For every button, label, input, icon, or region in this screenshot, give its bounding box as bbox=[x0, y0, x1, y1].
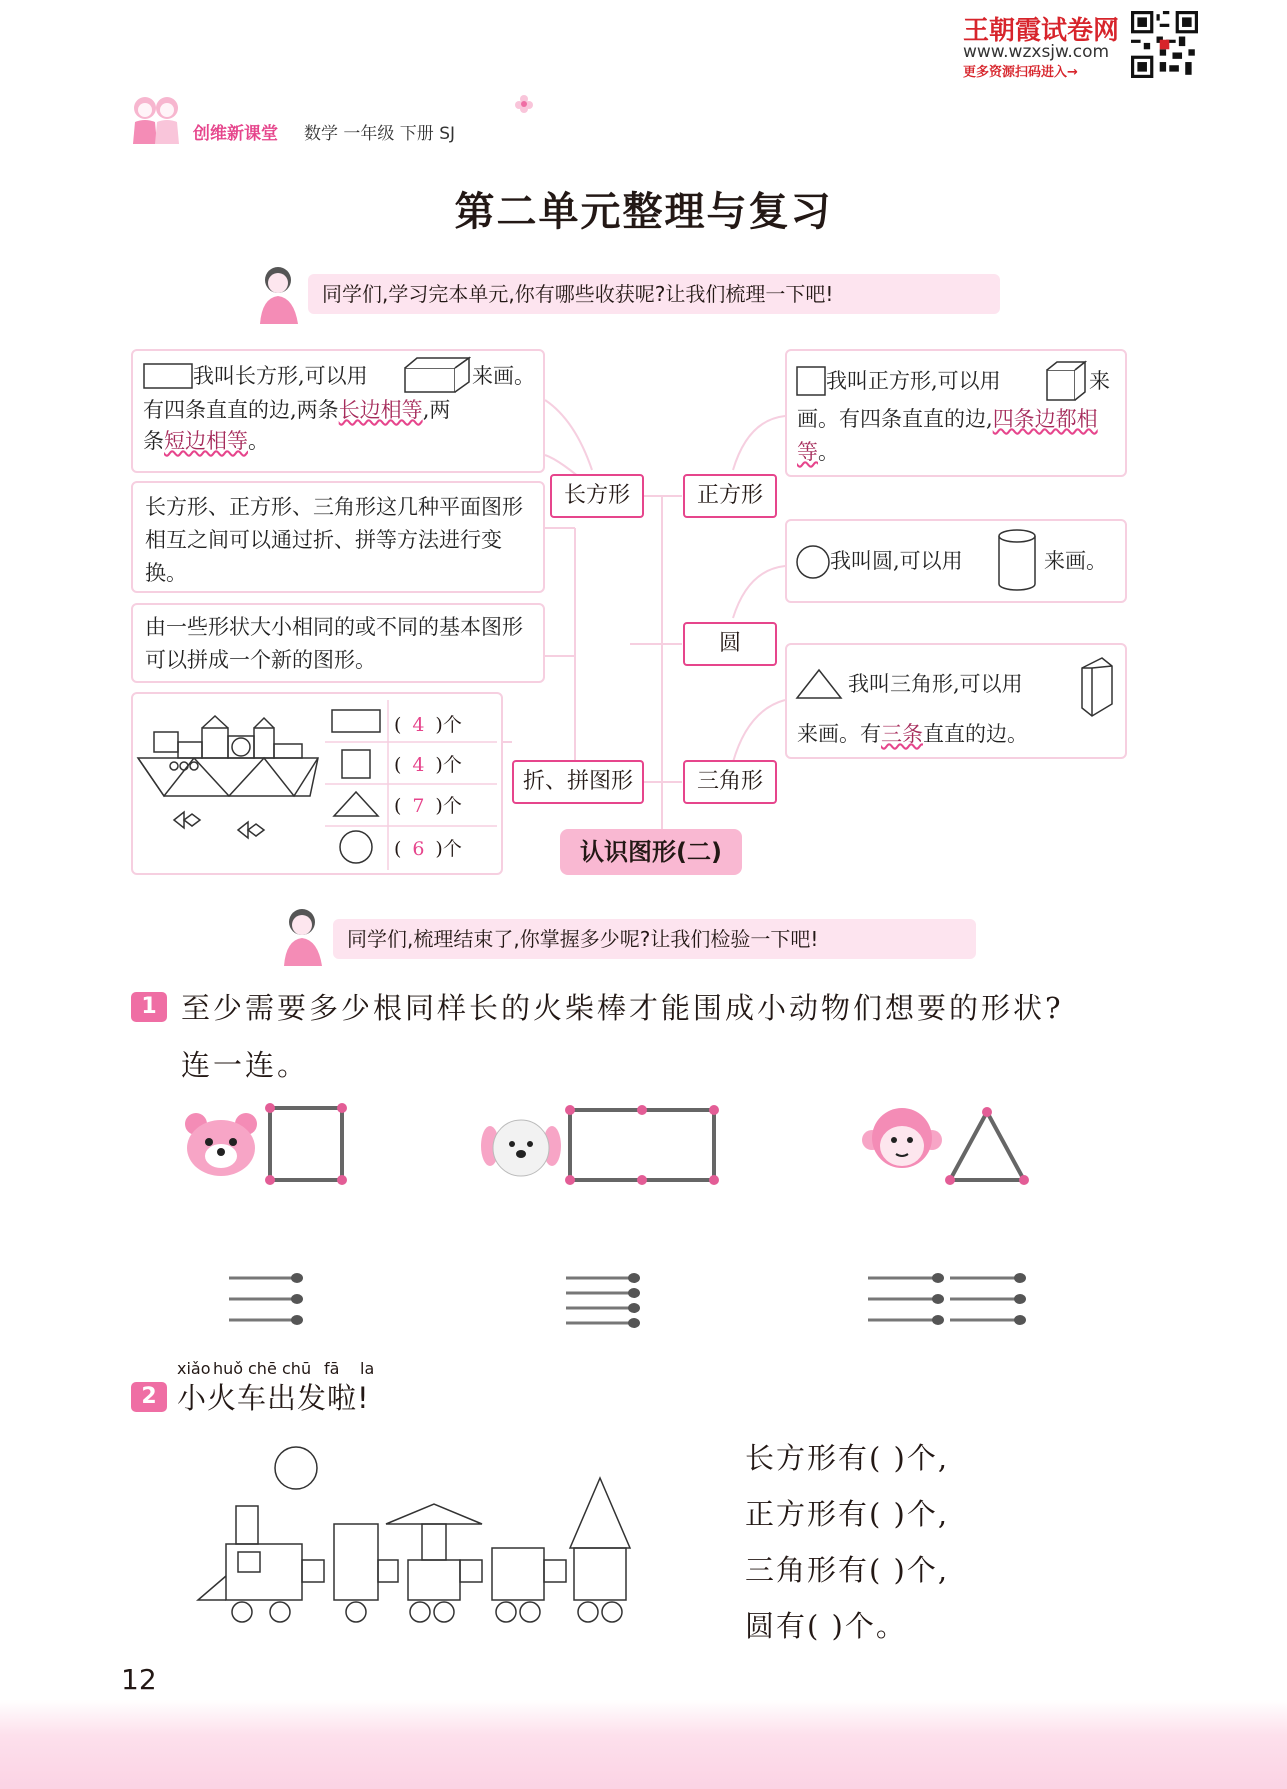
rectangle-text-line3: 条短边相等。 bbox=[143, 429, 269, 453]
circle-text-1: 我叫圆,可以用 bbox=[830, 549, 963, 573]
pinyin-2: chē bbox=[248, 1359, 277, 1378]
ship-picture bbox=[134, 702, 324, 862]
transform-info-box: 长方形、正方形、三角形这几种平面图形相互之间可以通过折、拼等方法进行变换。 bbox=[131, 481, 545, 593]
tag-combine: 折、拼图形 bbox=[512, 760, 644, 804]
count-square: ( 4 )个 bbox=[394, 754, 462, 776]
page-title: 第二单元整理与复习 bbox=[454, 189, 833, 235]
monkey-face-icon bbox=[862, 1104, 942, 1174]
bear-face-icon bbox=[182, 1110, 260, 1178]
tag-triangle: 三角形 bbox=[683, 760, 777, 804]
square-text-2: 来 bbox=[1089, 369, 1110, 393]
answer-triangles[interactable]: 三角形有( )个, bbox=[745, 1553, 950, 1587]
watermark-brand: 王朝霞试卷网 bbox=[963, 16, 1120, 46]
pinyin-3: chū bbox=[282, 1359, 312, 1378]
question-2-number: 2 bbox=[131, 1382, 167, 1412]
count-circle: ( 6 )个 bbox=[394, 838, 462, 860]
cube-icon bbox=[1045, 360, 1087, 402]
answer-squares[interactable]: 正方形有( )个, bbox=[745, 1497, 950, 1531]
match-rectangle bbox=[562, 1100, 722, 1188]
answer-circles[interactable]: 圆有( )个。 bbox=[745, 1609, 907, 1643]
train-picture bbox=[190, 1438, 640, 1628]
answer-rectangles[interactable]: 长方形有( )个, bbox=[745, 1441, 950, 1475]
header-brand: 创维新课堂 bbox=[193, 124, 278, 144]
rectangle-outline-icon bbox=[143, 363, 193, 389]
tag-square: 正方形 bbox=[683, 474, 777, 518]
square-text-1: 我叫正方形,可以用 bbox=[826, 369, 1001, 393]
count-rectangle: ( 4 )个 bbox=[394, 714, 462, 736]
question-2-title: 小火车出发啦! bbox=[177, 1381, 370, 1415]
cylinder-icon bbox=[996, 528, 1038, 592]
tag-circle: 圆 bbox=[683, 622, 777, 666]
rectangle-text-line2: 有四条直直的边,两条长边相等,两 bbox=[143, 398, 451, 422]
check-bubble: 同学们,梳理结束了,你掌握多少呢?让我们检验一下吧! bbox=[333, 919, 976, 959]
circle-text-2: 来画。 bbox=[1044, 549, 1107, 573]
square-outline-icon bbox=[796, 366, 826, 396]
dog-face-icon bbox=[480, 1112, 562, 1180]
triangle-text-1: 我叫三角形,可以用 bbox=[848, 672, 1023, 696]
prism-icon bbox=[1080, 656, 1114, 718]
teacher-avatar-icon-2 bbox=[278, 906, 328, 968]
watermark-tip: 更多资源扫码进入→ bbox=[963, 65, 1078, 80]
question-1-instruction: 连一连。 bbox=[181, 1048, 310, 1082]
question-1-text: 至少需要多少根同样长的火柴棒才能围成小动物们想要的形状? bbox=[181, 991, 1064, 1025]
compose-info-box: 由一些形状大小相同的或不同的基本图形可以拼成一个新的图形。 bbox=[131, 603, 545, 683]
match-triangle bbox=[942, 1100, 1032, 1190]
footer-band bbox=[0, 1700, 1287, 1789]
match-square bbox=[262, 1100, 350, 1188]
triangle-text-line2: 来画。有三条直直的边。 bbox=[797, 722, 1028, 746]
matches-3[interactable] bbox=[225, 1268, 305, 1330]
matches-6[interactable] bbox=[864, 1268, 1029, 1330]
pinyin-4: fā bbox=[324, 1359, 340, 1378]
rectangle-text-2: 来画。 bbox=[472, 364, 535, 388]
rectangle-text-1: 我叫长方形,可以用 bbox=[193, 364, 368, 388]
circle-outline-icon bbox=[795, 544, 831, 580]
page-number: 12 bbox=[121, 1663, 157, 1696]
cuboid-icon bbox=[403, 356, 471, 394]
mindmap-root: 认识图形(二) bbox=[560, 829, 742, 875]
watermark-url[interactable]: www.wzxsjw.com bbox=[963, 42, 1110, 62]
question-1-number: 1 bbox=[131, 992, 167, 1022]
matches-4[interactable] bbox=[562, 1268, 642, 1336]
header-subject: 数学 一年级 下册 SJ bbox=[304, 124, 456, 144]
pinyin-5: la bbox=[360, 1359, 375, 1378]
intro-bubble: 同学们,学习完本单元,你有哪些收获呢?让我们梳理一下吧! bbox=[308, 274, 1000, 314]
triangle-outline-icon bbox=[795, 668, 843, 700]
pinyin-0: xiǎo bbox=[177, 1359, 211, 1378]
tag-rectangle: 长方形 bbox=[550, 474, 644, 518]
pinyin-1: huǒ bbox=[213, 1359, 244, 1378]
count-triangle: ( 7 )个 bbox=[394, 795, 462, 817]
square-text-line2: 画。有四条直直的边,四条边都相等。 bbox=[797, 407, 1098, 464]
